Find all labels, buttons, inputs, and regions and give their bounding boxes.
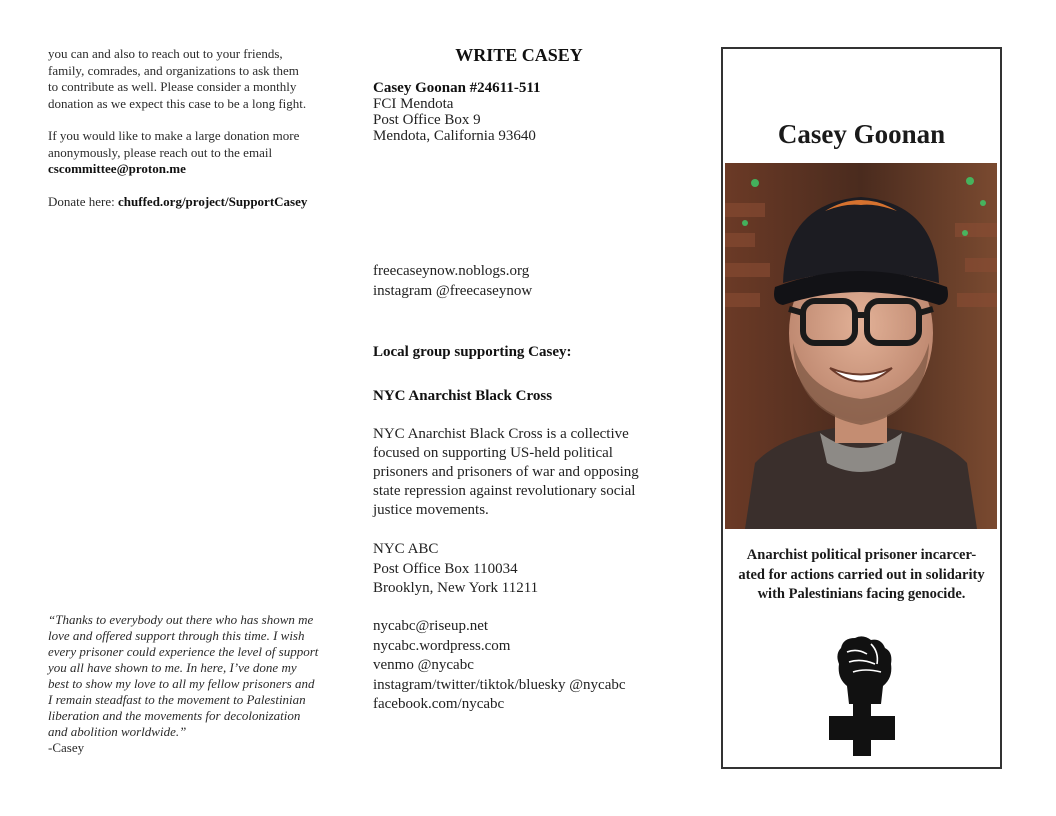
contact-facebook[interactable]: facebook.com/nycabc: [373, 696, 505, 712]
caption-line: with Palestinians facing genocide.: [757, 586, 966, 602]
write-casey-heading: WRITE CASEY: [455, 45, 583, 65]
anon-line: If you would like to make a large donation more: [48, 128, 300, 143]
intro-line: family, comrades, and organizations to ask them: [48, 62, 299, 78]
address-line: Mendota, California 93640: [373, 128, 536, 144]
cover-caption: [723, 546, 1000, 605]
quote-line: I remain steadfast to the movement to Palestinian: [48, 692, 306, 707]
contact-venmo[interactable]: venmo @nycabc: [373, 657, 474, 673]
blog-link[interactable]: freecaseynow.noblogs.org: [373, 263, 530, 279]
address-line: NYC ABC: [373, 541, 439, 557]
quote-line: liberation and the movements for decolonization: [48, 708, 301, 723]
intro-line: you can and also to reach out to your friends,: [48, 46, 283, 61]
intro-line: donation as we expect this case to be a long fight.: [48, 95, 307, 111]
quote-line: love and offered support through this time. I wish: [48, 628, 305, 643]
portrait-photo: [725, 163, 997, 529]
donate-link[interactable]: chuffed.org/project/SupportCasey: [118, 193, 308, 209]
caption-line: ated for actions carried out in solidarity: [738, 566, 985, 583]
quote-line: every prisoner could experience the level of support: [48, 644, 319, 659]
contact-social[interactable]: instagram/twitter/tiktok/bluesky @nycabc: [373, 676, 626, 693]
quote-line: and abolition worldwide.”: [48, 724, 187, 739]
description-line: state repression against revolutionary social: [373, 483, 636, 499]
casey-quote: [48, 612, 340, 756]
description-line: focused on supporting US-held political: [373, 445, 613, 461]
description-line: justice movements.: [373, 502, 489, 518]
quote-line: you all have shown to me. In here, I’ve done my: [48, 660, 297, 675]
quote-line: best to show my love to all my fellow prisoners and: [48, 676, 315, 691]
support-links: [373, 262, 532, 301]
donate-line: [48, 194, 333, 211]
address-line: Post Office Box 9: [373, 112, 481, 128]
group-name: NYC Anarchist Black Cross: [373, 388, 553, 404]
quote-signature: -Casey: [48, 740, 85, 755]
address-line: Brooklyn, New York 11211: [373, 580, 539, 596]
intro-line: to contribute as well. Please consider a monthly: [48, 79, 297, 94]
prisoner-name-number: Casey Goonan #24611-511: [373, 80, 541, 96]
group-contacts: [373, 617, 626, 715]
description-line: prisoners and prisoners of war and opposing: [373, 464, 639, 480]
contact-email[interactable]: nycabc@riseup.net: [373, 618, 489, 634]
cover-name: Casey Goonan: [777, 119, 946, 149]
prison-address: [373, 80, 541, 144]
left-column: [48, 46, 333, 210]
instagram-link[interactable]: instagram @freecaseynow: [373, 282, 533, 299]
local-group-heading: Local group supporting Casey:: [373, 344, 572, 360]
group-address: [373, 540, 538, 599]
anon-line: anonymously, please reach out to the email: [48, 144, 273, 160]
group-description: [373, 425, 668, 520]
description-line: NYC Anarchist Black Cross is a collective: [373, 426, 629, 442]
donation-email[interactable]: cscommittee@proton.me: [48, 161, 186, 176]
portrait-illustration: [725, 163, 997, 529]
address-line: FCI Mendota: [373, 96, 454, 112]
contact-website[interactable]: nycabc.wordpress.com: [373, 637, 511, 654]
donate-prefix: Donate here:: [48, 193, 119, 209]
quote-line: “Thanks to everybody out there who has shown me: [48, 612, 314, 627]
cover-panel: [721, 47, 1002, 769]
address-line: Post Office Box 110034: [373, 560, 518, 577]
fist-cross-icon: [827, 634, 897, 756]
caption-line: Anarchist political prisoner incarcer-: [746, 547, 977, 563]
